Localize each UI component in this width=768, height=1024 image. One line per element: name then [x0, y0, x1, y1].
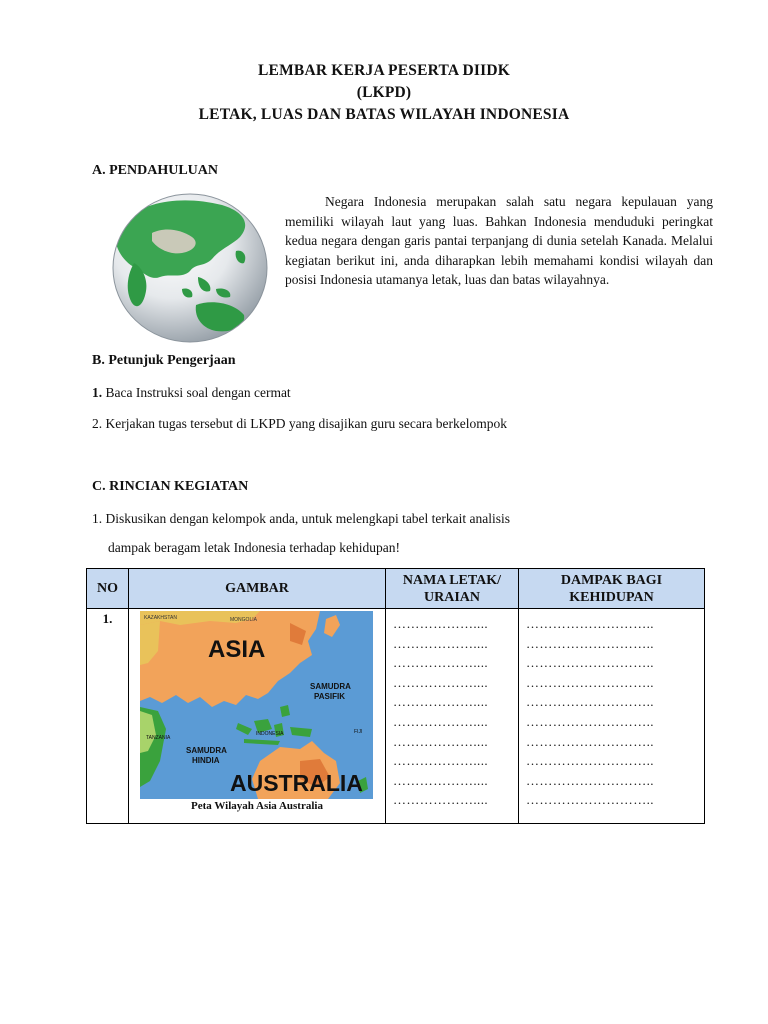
section-a-heading: A. PENDAHULUAN: [92, 163, 218, 178]
dampak-dot-line: ………………………..: [526, 792, 654, 808]
uraian-dot-line: ………………....: [393, 753, 488, 769]
instruction-item-2-text: Kerjakan tugas tersebut di LKPD yang disajikan guru secara berkelompok: [102, 416, 508, 431]
instruction-item-2: [92, 416, 507, 432]
instruction-item-1-text: Baca Instruksi soal dengan cermat: [102, 385, 291, 400]
map-caption: Peta Wilayah Asia Australia: [191, 800, 323, 812]
table-header-row: [87, 569, 705, 609]
map-label-asia: ASIA: [208, 636, 266, 663]
instruction-item-1-number: 1.: [92, 385, 103, 400]
map-label-australia: AUSTRALIA: [230, 770, 363, 796]
uraian-cell: [386, 609, 519, 824]
dampak-dot-line: ………………………..: [526, 733, 654, 749]
section-c-heading: C. RINCIAN KEGIATAN: [92, 479, 249, 494]
map-label-pasifik-1: SAMUDRA: [310, 682, 351, 691]
uraian-dot-line: ………………....: [393, 694, 488, 710]
document-title-line2: (LKPD): [356, 84, 412, 101]
instruction-item-2-number: 2.: [92, 416, 103, 431]
dampak-dot-line: ………………………..: [526, 772, 654, 788]
asia-australia-map: [140, 611, 373, 799]
map-label-tanzania: TANZANIA: [146, 735, 171, 741]
activity-instruction-line2: dampak beragam letak Indonesia terhadap kehidupan!: [108, 540, 401, 555]
document-title-line3: LETAK, LUAS DAN BATAS WILAYAH INDONESIA: [198, 106, 570, 123]
section-b-heading: B. Petunjuk Pengerjaan: [92, 353, 236, 368]
instruction-item-1: [92, 385, 291, 401]
dampak-dot-line: ………………………..: [526, 635, 654, 651]
header-nama-letak: NAMA LETAK/ URAIAN: [386, 569, 519, 609]
uraian-dot-line: ………………....: [393, 616, 488, 631]
globe-image: [112, 193, 268, 343]
header-gambar: GAMBAR: [129, 569, 386, 609]
uraian-dot-line: ………………....: [393, 772, 488, 788]
dampak-dot-line: ………………………..: [526, 616, 654, 631]
dampak-dot-line: ………………………..: [526, 674, 654, 690]
map-label-fiji: FIJI: [354, 729, 363, 735]
uraian-dot-line: ………………....: [393, 655, 488, 671]
dampak-dot-line: ………………………..: [526, 655, 654, 671]
header-no: NO: [87, 569, 129, 609]
uraian-dot-line: ………………....: [393, 713, 488, 729]
activity-table: [86, 568, 705, 824]
row-number: 1.: [87, 609, 129, 824]
activity-instruction-line1: 1. Diskusikan dengan kelompok anda, untuk melengkapi tabel terkait analisis: [92, 511, 511, 526]
dampak-dot-line: ………………………..: [526, 753, 654, 769]
uraian-dot-line: ………………....: [393, 792, 488, 808]
dampak-cell: [519, 609, 705, 824]
map-label-mongolia: MONGOLIA: [230, 617, 257, 623]
uraian-dot-line: ………………....: [393, 674, 488, 690]
dampak-dot-line: ………………………..: [526, 694, 654, 710]
map-label-hindia-1: SAMUDRA: [186, 746, 227, 755]
map-label-hindia-2: HINDIA: [192, 756, 220, 765]
map-label-kazakhstan: KAZAKHSTAN: [144, 615, 177, 621]
uraian-dot-line: ………………....: [393, 733, 488, 749]
image-cell: [129, 609, 386, 824]
header-dampak: DAMPAK BAGI KEHIDUPAN: [519, 569, 705, 609]
table-row: [87, 609, 705, 824]
uraian-dot-line: ………………....: [393, 635, 488, 651]
dampak-dot-line: ………………………..: [526, 713, 654, 729]
map-label-indonesia: INDONESIA: [256, 731, 284, 737]
document-title-line1: LEMBAR KERJA PESERTA DIIDK: [258, 62, 510, 79]
introduction-paragraph: Negara Indonesia merupakan salah satu negara kepulauan yang memiliki wilayah laut yang luas. Bahkan Indonesia menduduki peringkat kedua negara dengan garis pantai terpanjang di dunia setelah Kanada. Melalui kegiatan berikut ini, anda diharapkan lebih memahami kondisi wilayah dan posisi Indonesia utamanya letak, luas dan batas wilayahnya.: [285, 194, 713, 288]
map-label-pasifik-2: PASIFIK: [314, 692, 345, 701]
